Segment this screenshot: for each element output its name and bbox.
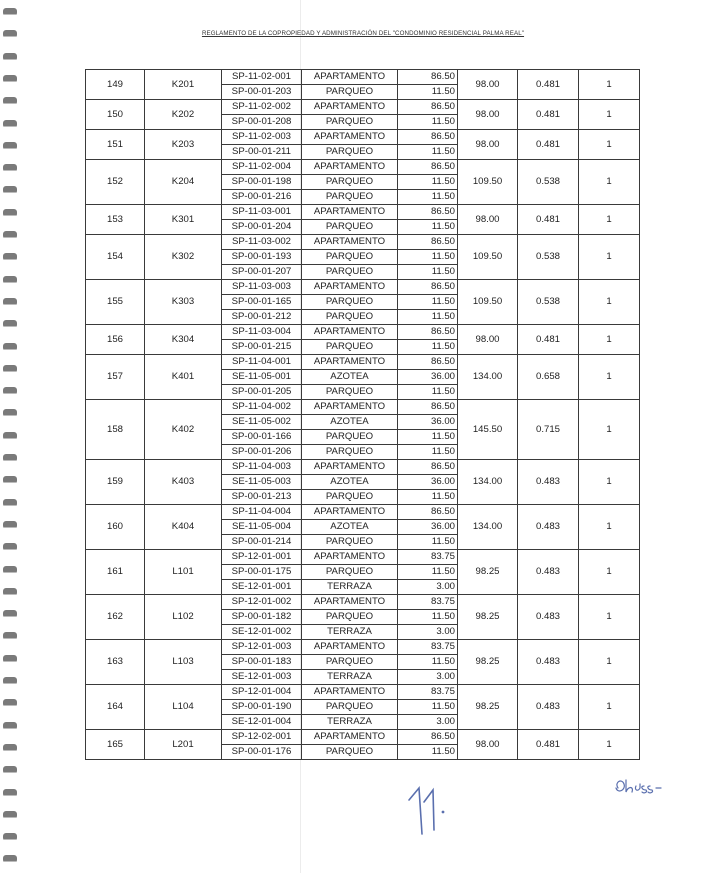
table-row: [86, 595, 640, 610]
space-type: AZOTEA: [302, 520, 398, 535]
space-type: PARQUEO: [302, 385, 398, 400]
vote-count: 1: [579, 100, 640, 130]
sector-code: SE-12-01-003: [222, 670, 302, 685]
table-row: [86, 640, 640, 655]
vote-count: 1: [579, 685, 640, 730]
coefficient: 0.538: [518, 280, 579, 325]
space-type: PARQUEO: [302, 265, 398, 280]
sector-code: SP-00-01-198: [222, 175, 302, 190]
space-type: PARQUEO: [302, 565, 398, 580]
sector-code: SP-00-01-190: [222, 700, 302, 715]
unit-code: L101: [145, 550, 222, 595]
row-number: 158: [86, 400, 145, 460]
row-number: 149: [86, 70, 145, 100]
coefficient: 0.481: [518, 130, 579, 160]
space-area: 36.00: [398, 520, 458, 535]
sector-code: SP-00-01-205: [222, 385, 302, 400]
space-area: 11.50: [398, 430, 458, 445]
total-area: 134.00: [458, 505, 518, 550]
total-area: 98.00: [458, 730, 518, 760]
row-number: 155: [86, 280, 145, 325]
unit-code: K402: [145, 400, 222, 460]
coefficient: 0.538: [518, 160, 579, 205]
binder-hole: [3, 97, 17, 103]
sector-code: SP-12-02-001: [222, 730, 302, 745]
binder-holes: [0, 0, 20, 873]
space-area: 11.50: [398, 490, 458, 505]
space-area: 11.50: [398, 610, 458, 625]
space-type: PARQUEO: [302, 430, 398, 445]
sector-code: SP-11-03-002: [222, 235, 302, 250]
sector-code: SP-11-03-004: [222, 325, 302, 340]
binder-hole: [3, 655, 17, 661]
coefficient: 0.483: [518, 595, 579, 640]
space-area: 11.50: [398, 700, 458, 715]
binder-hole: [3, 566, 17, 572]
binder-hole: [3, 722, 17, 728]
space-type: TERRAZA: [302, 625, 398, 640]
unit-code: K204: [145, 160, 222, 205]
sector-code: SP-00-01-207: [222, 265, 302, 280]
binder-hole: [3, 811, 17, 817]
binder-hole: [3, 164, 17, 170]
total-area: 98.25: [458, 550, 518, 595]
table-row: [86, 355, 640, 370]
space-area: 11.50: [398, 190, 458, 205]
total-area: 98.25: [458, 640, 518, 685]
sector-code: SP-00-01-182: [222, 610, 302, 625]
binder-hole: [3, 543, 17, 549]
sector-code: SE-12-01-001: [222, 580, 302, 595]
space-type: TERRAZA: [302, 670, 398, 685]
total-area: 98.00: [458, 205, 518, 235]
sector-code: SE-11-05-003: [222, 475, 302, 490]
binder-hole: [3, 53, 17, 59]
row-number: 165: [86, 730, 145, 760]
binder-hole: [3, 833, 17, 839]
binder-hole: [3, 476, 17, 482]
space-area: 86.50: [398, 460, 458, 475]
space-area: 3.00: [398, 625, 458, 640]
space-area: 11.50: [398, 385, 458, 400]
space-area: 86.50: [398, 325, 458, 340]
unit-code: K203: [145, 130, 222, 160]
vote-count: 1: [579, 730, 640, 760]
total-area: 109.50: [458, 280, 518, 325]
vote-count: 1: [579, 355, 640, 400]
total-area: 109.50: [458, 235, 518, 280]
table-row: [86, 730, 640, 745]
vote-count: 1: [579, 550, 640, 595]
table-row: [86, 400, 640, 415]
binder-hole: [3, 8, 17, 14]
sector-code: SP-00-01-183: [222, 655, 302, 670]
binder-hole: [3, 387, 17, 393]
coefficient: 0.483: [518, 460, 579, 505]
binder-hole: [3, 75, 17, 81]
total-area: 98.00: [458, 130, 518, 160]
table-row: [86, 205, 640, 220]
space-type: APARTAMENTO: [302, 70, 398, 85]
space-area: 11.50: [398, 535, 458, 550]
sector-code: SP-11-04-001: [222, 355, 302, 370]
table-row: [86, 235, 640, 250]
coefficient: 0.481: [518, 205, 579, 235]
total-area: 134.00: [458, 460, 518, 505]
space-type: PARQUEO: [302, 220, 398, 235]
space-area: 11.50: [398, 445, 458, 460]
sector-code: SP-00-01-212: [222, 310, 302, 325]
space-type: APARTAMENTO: [302, 400, 398, 415]
sector-code: SP-11-02-001: [222, 70, 302, 85]
vote-count: 1: [579, 640, 640, 685]
space-area: 11.50: [398, 745, 458, 760]
space-area: 86.50: [398, 130, 458, 145]
table-row: [86, 70, 640, 85]
space-type: APARTAMENTO: [302, 160, 398, 175]
unit-code: K202: [145, 100, 222, 130]
space-type: AZOTEA: [302, 370, 398, 385]
space-area: 86.50: [398, 100, 458, 115]
sector-code: SP-00-01-204: [222, 220, 302, 235]
binder-hole: [3, 365, 17, 371]
unit-table-body: [86, 70, 640, 760]
sector-code: SP-12-01-003: [222, 640, 302, 655]
total-area: 98.25: [458, 685, 518, 730]
coefficient: 0.483: [518, 550, 579, 595]
unit-code: K303: [145, 280, 222, 325]
binder-hole: [3, 209, 17, 215]
total-area: 134.00: [458, 355, 518, 400]
vote-count: 1: [579, 505, 640, 550]
sector-code: SP-00-01-211: [222, 145, 302, 160]
row-number: 153: [86, 205, 145, 235]
space-type: APARTAMENTO: [302, 355, 398, 370]
space-area: 3.00: [398, 715, 458, 730]
table-row: [86, 100, 640, 115]
binder-hole: [3, 610, 17, 616]
binder-hole: [3, 454, 17, 460]
table-row: [86, 550, 640, 565]
unit-code: K201: [145, 70, 222, 100]
space-type: PARQUEO: [302, 295, 398, 310]
space-area: 3.00: [398, 670, 458, 685]
row-number: 159: [86, 460, 145, 505]
unit-code: K302: [145, 235, 222, 280]
space-type: PARQUEO: [302, 700, 398, 715]
space-type: PARQUEO: [302, 445, 398, 460]
binder-hole: [3, 298, 17, 304]
space-area: 86.50: [398, 70, 458, 85]
binder-hole: [3, 120, 17, 126]
space-type: APARTAMENTO: [302, 595, 398, 610]
space-type: APARTAMENTO: [302, 100, 398, 115]
sector-code: SP-11-04-004: [222, 505, 302, 520]
space-area: 86.50: [398, 160, 458, 175]
space-type: TERRAZA: [302, 580, 398, 595]
binder-hole: [3, 855, 17, 861]
unit-code: K403: [145, 460, 222, 505]
vote-count: 1: [579, 70, 640, 100]
space-type: APARTAMENTO: [302, 130, 398, 145]
coefficient: 0.658: [518, 355, 579, 400]
space-type: PARQUEO: [302, 340, 398, 355]
space-type: AZOTEA: [302, 415, 398, 430]
sector-code: SP-11-04-002: [222, 400, 302, 415]
sector-code: SP-11-04-003: [222, 460, 302, 475]
row-number: 161: [86, 550, 145, 595]
vote-count: 1: [579, 235, 640, 280]
sector-code: SP-00-01-193: [222, 250, 302, 265]
sector-code: SP-00-01-213: [222, 490, 302, 505]
space-area: 83.75: [398, 685, 458, 700]
vote-count: 1: [579, 205, 640, 235]
binder-hole: [3, 276, 17, 282]
sector-code: SP-12-01-004: [222, 685, 302, 700]
row-number: 157: [86, 355, 145, 400]
unit-code: K304: [145, 325, 222, 355]
sector-code: SP-12-01-002: [222, 595, 302, 610]
binder-hole: [3, 432, 17, 438]
binder-hole: [3, 677, 17, 683]
space-type: AZOTEA: [302, 475, 398, 490]
unit-code: K404: [145, 505, 222, 550]
space-area: 11.50: [398, 85, 458, 100]
space-type: PARQUEO: [302, 145, 398, 160]
space-type: TERRAZA: [302, 715, 398, 730]
sector-code: SP-11-02-004: [222, 160, 302, 175]
table-row: [86, 685, 640, 700]
binder-hole: [3, 409, 17, 415]
binder-hole: [3, 499, 17, 505]
vote-count: 1: [579, 325, 640, 355]
sector-code: SE-11-05-004: [222, 520, 302, 535]
space-area: 11.50: [398, 655, 458, 670]
sector-code: SP-00-01-216: [222, 190, 302, 205]
coefficient: 0.481: [518, 100, 579, 130]
vote-count: 1: [579, 460, 640, 505]
space-area: 11.50: [398, 220, 458, 235]
space-type: PARQUEO: [302, 190, 398, 205]
space-type: APARTAMENTO: [302, 505, 398, 520]
space-area: 36.00: [398, 475, 458, 490]
coefficient: 0.483: [518, 685, 579, 730]
binder-hole: [3, 632, 17, 638]
row-number: 151: [86, 130, 145, 160]
space-area: 83.75: [398, 595, 458, 610]
sector-code: SE-12-01-004: [222, 715, 302, 730]
space-area: 36.00: [398, 415, 458, 430]
total-area: 145.50: [458, 400, 518, 460]
space-area: 11.50: [398, 340, 458, 355]
sector-code: SP-00-01-208: [222, 115, 302, 130]
space-area: 11.50: [398, 175, 458, 190]
space-area: 36.00: [398, 370, 458, 385]
sector-code: SP-00-01-203: [222, 85, 302, 100]
total-area: 98.25: [458, 595, 518, 640]
sector-code: SE-11-05-001: [222, 370, 302, 385]
space-area: 86.50: [398, 235, 458, 250]
table-row: [86, 280, 640, 295]
binder-hole: [3, 521, 17, 527]
sector-code: SP-11-02-003: [222, 130, 302, 145]
space-area: 11.50: [398, 145, 458, 160]
space-type: APARTAMENTO: [302, 730, 398, 745]
space-area: 3.00: [398, 580, 458, 595]
binder-hole: [3, 253, 17, 259]
row-number: 154: [86, 235, 145, 280]
space-type: PARQUEO: [302, 535, 398, 550]
total-area: 98.00: [458, 100, 518, 130]
table-row: [86, 325, 640, 340]
space-area: 11.50: [398, 310, 458, 325]
space-type: APARTAMENTO: [302, 640, 398, 655]
vote-count: 1: [579, 160, 640, 205]
space-type: APARTAMENTO: [302, 205, 398, 220]
coefficient: 0.483: [518, 505, 579, 550]
unit-code: L104: [145, 685, 222, 730]
vote-count: 1: [579, 595, 640, 640]
vote-count: 1: [579, 130, 640, 160]
space-type: APARTAMENTO: [302, 460, 398, 475]
vote-count: 1: [579, 280, 640, 325]
space-type: APARTAMENTO: [302, 235, 398, 250]
binder-hole: [3, 766, 17, 772]
space-type: PARQUEO: [302, 310, 398, 325]
space-area: 86.50: [398, 280, 458, 295]
space-type: PARQUEO: [302, 85, 398, 100]
coefficient: 0.715: [518, 400, 579, 460]
space-area: 11.50: [398, 115, 458, 130]
sector-code: SP-00-01-166: [222, 430, 302, 445]
space-type: APARTAMENTO: [302, 325, 398, 340]
space-area: 83.75: [398, 550, 458, 565]
table-row: [86, 505, 640, 520]
row-number: 152: [86, 160, 145, 205]
space-area: 86.50: [398, 505, 458, 520]
row-number: 156: [86, 325, 145, 355]
sector-code: SP-00-01-206: [222, 445, 302, 460]
space-area: 86.50: [398, 355, 458, 370]
space-area: 11.50: [398, 250, 458, 265]
table-row: [86, 460, 640, 475]
row-number: 150: [86, 100, 145, 130]
handwritten-initials: [612, 776, 664, 807]
row-number: 162: [86, 595, 145, 640]
sector-code: SP-00-01-176: [222, 745, 302, 760]
space-area: 11.50: [398, 265, 458, 280]
coefficient: 0.481: [518, 70, 579, 100]
total-area: 98.00: [458, 70, 518, 100]
unit-code: L201: [145, 730, 222, 760]
space-type: PARQUEO: [302, 655, 398, 670]
table-row: [86, 130, 640, 145]
space-type: PARQUEO: [302, 490, 398, 505]
binder-hole: [3, 142, 17, 148]
space-area: 83.75: [398, 640, 458, 655]
coefficient: 0.481: [518, 730, 579, 760]
sector-code: SP-12-01-001: [222, 550, 302, 565]
binder-hole: [3, 789, 17, 795]
space-area: 86.50: [398, 400, 458, 415]
binder-hole: [3, 343, 17, 349]
binder-hole: [3, 588, 17, 594]
space-type: PARQUEO: [302, 610, 398, 625]
coefficient: 0.538: [518, 235, 579, 280]
sector-code: SP-00-01-165: [222, 295, 302, 310]
unit-code: K301: [145, 205, 222, 235]
sector-code: SP-11-02-002: [222, 100, 302, 115]
space-type: APARTAMENTO: [302, 550, 398, 565]
vote-count: 1: [579, 400, 640, 460]
binder-hole: [3, 744, 17, 750]
space-area: 86.50: [398, 730, 458, 745]
unit-code: L102: [145, 595, 222, 640]
row-number: 164: [86, 685, 145, 730]
coefficient: 0.481: [518, 325, 579, 355]
sector-code: SP-11-03-001: [222, 205, 302, 220]
unit-table: [85, 69, 640, 760]
space-type: PARQUEO: [302, 250, 398, 265]
sector-code: SE-11-05-002: [222, 415, 302, 430]
space-type: PARQUEO: [302, 175, 398, 190]
sector-code: SP-00-01-214: [222, 535, 302, 550]
binder-hole: [3, 231, 17, 237]
sector-code: SP-00-01-175: [222, 565, 302, 580]
binder-hole: [3, 699, 17, 705]
handwritten-signature: [405, 782, 465, 843]
coefficient: 0.483: [518, 640, 579, 685]
space-area: 86.50: [398, 205, 458, 220]
unit-code: L103: [145, 640, 222, 685]
row-number: 163: [86, 640, 145, 685]
total-area: 98.00: [458, 325, 518, 355]
document-header: REGLAMENTO DE LA COPROPIEDAD Y ADMINISTRACIÓN DEL "CONDOMINIO RESIDENCIAL PALMA REAL": [201, 30, 525, 37]
sector-code: SP-00-01-215: [222, 340, 302, 355]
sector-code: SE-12-01-002: [222, 625, 302, 640]
row-number: 160: [86, 505, 145, 550]
binder-hole: [3, 320, 17, 326]
unit-code: K401: [145, 355, 222, 400]
space-area: 11.50: [398, 295, 458, 310]
space-area: 11.50: [398, 565, 458, 580]
space-type: APARTAMENTO: [302, 280, 398, 295]
space-type: APARTAMENTO: [302, 685, 398, 700]
binder-hole: [3, 186, 17, 192]
total-area: 109.50: [458, 160, 518, 205]
sector-code: SP-11-03-003: [222, 280, 302, 295]
table-row: [86, 160, 640, 175]
space-type: PARQUEO: [302, 745, 398, 760]
space-type: PARQUEO: [302, 115, 398, 130]
